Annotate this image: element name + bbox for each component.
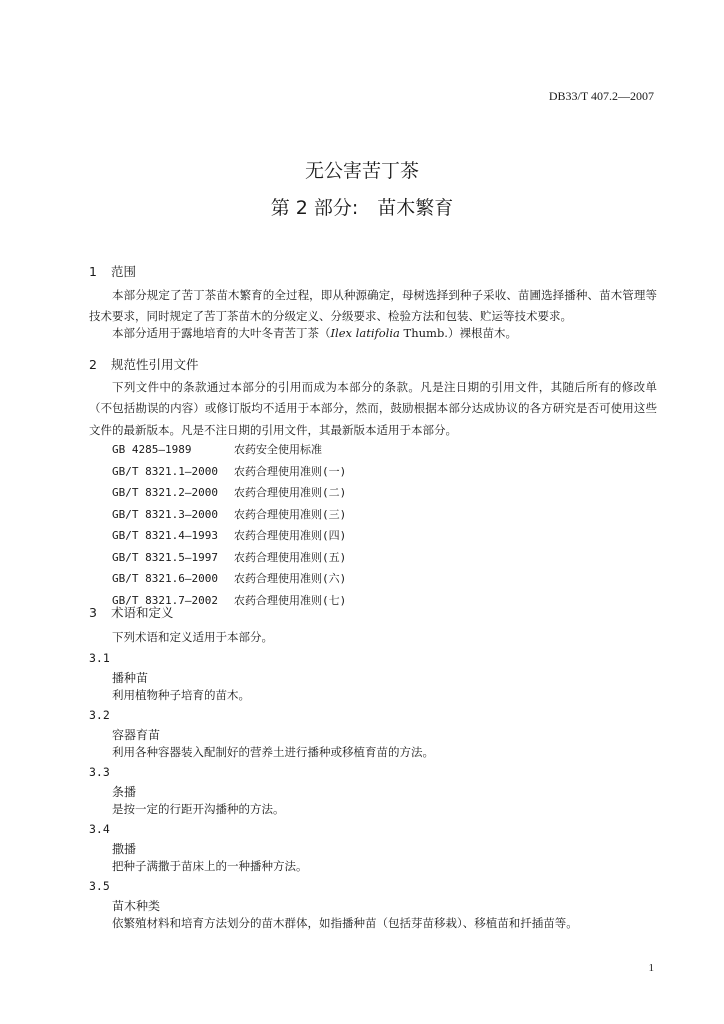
section-heading-normative-references: [89, 355, 199, 373]
standard-number: DB33/T 407.2—2007: [548, 89, 654, 103]
scope-applicability-paragraph: [89, 323, 657, 344]
latin-name: Ilex latifolia: [330, 326, 400, 340]
term-name: 容器育苗: [112, 728, 161, 742]
term-number: 3.4: [89, 822, 110, 836]
term-number: 3.1: [89, 651, 110, 665]
reference-item: [112, 570, 346, 586]
reference-code: GB/T 8321.4—1993: [112, 529, 218, 542]
document-subtitle: 第 2 部分: 苗木繁育: [270, 197, 454, 219]
section-heading-scope: [89, 262, 136, 280]
section-number: 3: [89, 605, 97, 620]
page-number: 1: [648, 962, 654, 974]
reference-item: [112, 463, 346, 479]
reference-title: 农药合理使用准则(七): [234, 594, 347, 607]
scope-text: 本部分适用于露地培育的大叶冬青苦丁茶（: [112, 326, 331, 340]
section-title: 范围: [111, 264, 137, 279]
term-name: 条播: [112, 785, 137, 799]
section-number: 2: [89, 357, 97, 372]
reference-title: 农药安全使用标准: [234, 443, 322, 456]
term-number: 3.5: [89, 879, 110, 893]
reference-item: [112, 549, 346, 565]
reference-code: GB 4285—1989: [112, 443, 192, 456]
reference-code: GB/T 8321.3—2000: [112, 508, 218, 521]
term-name: 苗木种类: [112, 899, 161, 913]
term-definition: 利用植物种子培育的苗木。: [112, 688, 250, 702]
term-definition: 是按一定的行距开沟播种的方法。: [112, 802, 285, 816]
reference-code: GB/T 8321.6—2000: [112, 572, 218, 585]
scope-text-end: Thumb.）裸根苗木。: [399, 326, 517, 340]
section-heading-terms: [89, 603, 174, 621]
reference-title: 农药合理使用准则(二): [234, 486, 347, 499]
terms-intro: 下列术语和定义适用于本部分。: [112, 630, 273, 644]
reference-code: GB/T 8321.1—2000: [112, 465, 218, 478]
document-title: 无公害苦丁茶: [304, 160, 419, 182]
term-name: 播种苗: [112, 671, 149, 685]
reference-item: [112, 484, 346, 500]
reference-title: 农药合理使用准则(三): [234, 508, 347, 521]
reference-title: 农药合理使用准则(一): [234, 465, 347, 478]
reference-code: GB/T 8321.7—2002: [112, 594, 218, 607]
reference-title: 农药合理使用准则(五): [234, 551, 347, 564]
section-number: 1: [89, 264, 97, 279]
reference-code: GB/T 8321.2—2000: [112, 486, 218, 499]
reference-title: 农药合理使用准则(四): [234, 529, 347, 542]
reference-item: [112, 441, 322, 457]
term-definition: 依繁殖材料和培育方法划分的苗木群体，如指播种苗（包括芽苗移栽）、移植苗和扦插苗等。: [112, 916, 578, 930]
section-title: 规范性引用文件: [111, 357, 199, 372]
section-title: 术语和定义: [111, 605, 174, 620]
term-number: 3.2: [89, 708, 110, 722]
term-number: 3.3: [89, 765, 110, 779]
term-definition: 利用各种容器装入配制好的营养土进行播种或移植育苗的方法。: [112, 745, 434, 759]
reference-title: 农药合理使用准则(六): [234, 572, 347, 585]
term-definition: 把种子满撒于苗床上的一种播种方法。: [112, 859, 308, 873]
reference-code: GB/T 8321.5—1997: [112, 551, 218, 564]
scope-paragraph: 本部分规定了苦丁茶苗木繁育的全过程，即从种源确定，母树选择到种子采收、苗圃选择播种、苗木管理等技术要求，同时规定了苦丁茶苗木的分级定义、分级要求、检验方法和包装、贮运等技术要求。: [89, 288, 657, 324]
reference-item: [112, 527, 346, 543]
reference-item: [112, 506, 346, 522]
term-name: 撒播: [112, 842, 137, 856]
normative-references-paragraph: 下列文件中的条款通过本部分的引用而成为本部分的条款。凡是注日期的引用文件，其随后所有的修改单（不包括勘误的内容）或修订版均不适用于本部分，然而，鼓励根据本部分达成协议的各方研究是否可使用这些文件的最新版本。凡是不注日期的引用文件，其最新版本适用于本部分。: [89, 380, 657, 437]
